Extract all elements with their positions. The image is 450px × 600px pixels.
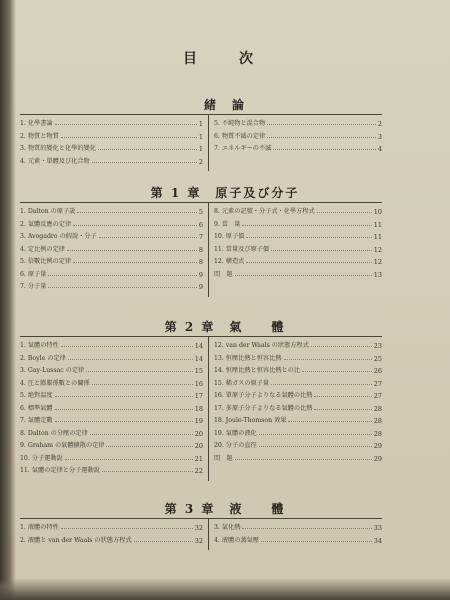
entry-page-number: 20 [194, 442, 203, 450]
toc-entry [214, 353, 382, 366]
toc-entry [20, 453, 203, 466]
toc-entry [20, 353, 203, 366]
toc-entry [20, 118, 203, 131]
toc-entry [214, 440, 382, 453]
entry-title: 17. 多原子分子よりなる氣體の比熱 [214, 404, 313, 412]
entry-title: 4. 定比例の定律 [20, 245, 65, 253]
entry-page-number: 32 [194, 536, 203, 545]
leader-dots [61, 346, 193, 347]
toc-entry [214, 256, 382, 269]
entry-page-number: 26 [373, 367, 382, 375]
entry-page-number: 8 [198, 258, 203, 266]
leader-dots [235, 459, 372, 460]
toc-entry [20, 281, 203, 294]
toc-entry [20, 143, 203, 156]
entry-page-number: 21 [194, 454, 203, 463]
toc-entry [214, 535, 382, 548]
entry-page-number: 7 [198, 233, 203, 241]
entry-title: 5. 倍數比例の定律 [20, 258, 72, 265]
entry-title: 6. 物質不滅の定律 [214, 132, 266, 140]
toc-entry [20, 206, 203, 219]
entry-page-number: 22 [194, 467, 203, 475]
entry-page-number: 9 [198, 283, 203, 291]
entry-title: 14. 恒壓比熱と恒容比熱との比 [214, 367, 301, 374]
leader-dots [65, 459, 193, 460]
entry-page-number: 33 [373, 524, 382, 532]
toc-entry [214, 453, 382, 466]
chapter-heading: 第 2 章 氣 體 [164, 320, 286, 334]
toc-entry [20, 415, 203, 428]
leader-dots [102, 471, 193, 472]
leader-dots [61, 528, 193, 529]
leader-dots [235, 275, 372, 276]
entry-page-number: 28 [373, 417, 382, 425]
entry-title: 5. 絶對温度 [20, 392, 53, 399]
left-column [20, 206, 203, 294]
section-rule [20, 518, 382, 519]
leader-dots [273, 149, 376, 150]
entry-title: 8. Dalton の分壓の定律 [20, 429, 88, 437]
entry-page-number: 32 [194, 524, 203, 532]
toc-entry [214, 143, 382, 156]
toc-entry [20, 231, 203, 244]
entry-title: 12. van der Waals の狀態方程式 [214, 342, 309, 349]
leader-dots [134, 541, 193, 542]
leader-dots [55, 396, 193, 397]
leader-dots [90, 434, 193, 435]
leader-dots [271, 384, 372, 385]
entry-page-number: 10 [373, 208, 382, 216]
section-rule [20, 336, 382, 337]
entry-page-number: 19 [194, 417, 203, 425]
entry-page-number: 28 [373, 429, 382, 438]
right-column [214, 206, 382, 281]
toc-entry [20, 365, 203, 378]
entry-page-number: 27 [373, 379, 382, 388]
entry-page-number: 34 [373, 536, 382, 545]
toc-entry [214, 231, 382, 244]
leader-dots [92, 384, 193, 385]
chapter-heading: 第 1 章 原子及び分子 [150, 186, 300, 200]
entry-title: 1. 化學書論 [20, 120, 53, 127]
toc-entry [214, 390, 382, 403]
column-divider [208, 115, 209, 171]
entry-title: 15. 稀ガスの原子量 [214, 379, 270, 387]
entry-title: 4. 液體の蒸氣壓 [214, 536, 259, 544]
entry-title: 4. 元素・單體及び化合物 [20, 157, 90, 165]
left-column [20, 522, 203, 547]
entry-page-number: 3 [377, 132, 382, 141]
entry-page-number: 1 [198, 120, 203, 128]
toc-entry [20, 131, 203, 144]
entry-title: 5. 不純物と混合物 [214, 120, 266, 127]
entry-page-number: 20 [194, 429, 203, 438]
leader-dots [242, 225, 372, 226]
section-rule [20, 202, 382, 203]
page-title: 目 次 [183, 51, 267, 67]
leader-dots [77, 212, 197, 213]
entry-title: 3. Avogadro の假說・分子 [20, 233, 97, 240]
entry-title: 6. 原子量 [20, 270, 47, 278]
leader-dots [61, 137, 197, 138]
entry-title: 10. 原子價 [214, 233, 245, 240]
leader-dots [242, 528, 372, 529]
entry-title: 3. 氣化熱 [214, 524, 241, 531]
toc-entry [214, 415, 382, 428]
entry-page-number: 2 [377, 120, 382, 128]
leader-dots [246, 237, 372, 238]
leader-dots [92, 162, 197, 163]
column-divider [208, 519, 209, 550]
toc-entry [214, 428, 382, 441]
leader-dots [86, 371, 193, 372]
leader-dots [288, 421, 372, 422]
toc-entry [214, 219, 382, 232]
toc-entry [214, 340, 382, 353]
entry-page-number: 25 [373, 354, 382, 363]
toc-entry [214, 131, 382, 144]
entry-page-number: 11 [373, 233, 382, 241]
right-column [214, 522, 382, 547]
leader-dots [246, 262, 372, 263]
toc-entry [20, 256, 203, 269]
leader-dots [55, 421, 193, 422]
entry-page-number: 9 [198, 270, 203, 279]
toc-entry [20, 378, 203, 391]
entry-title: 問 題 [214, 270, 233, 278]
leader-dots [259, 434, 372, 435]
toc-entry [214, 206, 382, 219]
entry-title: 19. 氣體の液化 [214, 429, 257, 437]
leader-dots [73, 225, 197, 226]
column-divider [208, 337, 209, 481]
entry-page-number: 29 [373, 454, 382, 463]
entry-title: 16. 單原子分子よりなる氣體の比熱 [214, 392, 313, 399]
leader-dots [106, 446, 193, 447]
entry-page-number: 6 [198, 220, 203, 229]
leader-dots [271, 250, 372, 251]
entry-page-number: 13 [373, 270, 382, 279]
entry-title: 3. 物質的變化と化學的變化 [20, 145, 96, 152]
toc-entry [20, 522, 203, 535]
toc-entry [214, 244, 382, 257]
leader-dots [55, 409, 193, 410]
leader-dots [67, 250, 197, 251]
right-column [214, 340, 382, 465]
entry-page-number: 15 [194, 367, 203, 375]
toc-entry [20, 428, 203, 441]
page-bottom-shadow [0, 578, 450, 600]
page-edge-shadow [0, 0, 16, 600]
toc-entry [20, 340, 203, 353]
toc-entry [214, 522, 382, 535]
entry-page-number: 1 [198, 132, 203, 141]
toc-entry [214, 403, 382, 416]
entry-page-number: 12 [373, 258, 382, 266]
leader-dots [259, 446, 372, 447]
entry-title: 1. 液體の特性 [20, 524, 59, 531]
entry-title: 10. 分子運動說 [20, 454, 63, 462]
entry-title: 2. 物質と物質 [20, 132, 59, 140]
toc-entry [20, 465, 203, 478]
entry-title: 3. Gay-Lussac の定律 [20, 367, 85, 374]
leader-dots [55, 124, 197, 125]
entry-title: 問 題 [214, 454, 233, 462]
entry-page-number: 8 [198, 245, 203, 254]
entry-title: 2. 氣體反應の定律 [20, 220, 72, 228]
toc-entry [20, 244, 203, 257]
entry-page-number: 14 [194, 354, 203, 363]
leader-dots [302, 371, 372, 372]
leader-dots [317, 212, 372, 213]
toc-entry [20, 269, 203, 282]
toc-entry [20, 390, 203, 403]
leader-dots [284, 359, 372, 360]
chapter-heading: 第 3 章 液 體 [164, 502, 286, 516]
leader-dots [267, 137, 376, 138]
entry-page-number: 29 [373, 442, 382, 450]
entry-page-number: 5 [198, 208, 203, 216]
entry-title: 1. 氣體の特性 [20, 342, 59, 349]
entry-title: 2. Boyle の定律 [20, 354, 66, 362]
entry-page-number: 11 [373, 220, 382, 229]
right-column [214, 118, 382, 156]
toc-entry [20, 156, 203, 169]
entry-title: 9. 當 量 [214, 220, 241, 228]
entry-page-number: 16 [194, 379, 203, 388]
toc-entry [20, 403, 203, 416]
entry-page-number: 17 [194, 392, 203, 400]
leader-dots [311, 346, 372, 347]
leader-dots [314, 396, 372, 397]
toc-entry [214, 365, 382, 378]
entry-title: 7. 分子量 [20, 283, 47, 290]
entry-page-number: 12 [373, 245, 382, 254]
leader-dots [99, 237, 197, 238]
toc-entry [20, 219, 203, 232]
entry-title: 9. Graham の氣體擴散の定律 [20, 442, 105, 449]
leader-dots [48, 275, 197, 276]
column-divider [208, 203, 209, 297]
entry-title: 13. 恒壓比熱と恒容比熱 [214, 354, 282, 362]
toc-entry [20, 535, 203, 548]
toc-entry [214, 269, 382, 282]
entry-title: 8. 元素の記號・分子式・化學方程式 [214, 208, 315, 215]
entry-title: 12. 構造式 [214, 258, 245, 265]
entry-page-number: 28 [373, 404, 382, 413]
section-rule [20, 114, 382, 115]
toc-entry [214, 118, 382, 131]
left-column [20, 118, 203, 168]
left-column [20, 340, 203, 478]
entry-page-number: 1 [198, 145, 203, 153]
entry-page-number: 14 [194, 342, 203, 350]
entry-title: 1. Dalton の原子説 [20, 208, 76, 215]
leader-dots [48, 287, 197, 288]
leader-dots [261, 541, 372, 542]
entry-page-number: 18 [194, 404, 203, 413]
entry-title: 7. エネルギーの不滅 [214, 145, 272, 152]
leader-dots [73, 262, 197, 263]
toc-entry [214, 378, 382, 391]
entry-title: 2. 液體と van der Waals の狀態方程式 [20, 536, 132, 544]
entry-page-number: 4 [377, 145, 382, 153]
leader-dots [68, 359, 193, 360]
entry-title: 20. 分子の直徑 [214, 442, 257, 449]
entry-page-number: 23 [373, 342, 382, 350]
entry-page-number: 27 [373, 392, 382, 400]
entry-title: 18. Joule-Thomson 效果 [214, 417, 287, 424]
chapter-heading: 緒 論 [203, 98, 246, 112]
entry-title: 4. 圧と膨脹係數との關係 [20, 379, 90, 387]
entry-title: 6. 標準氣體 [20, 404, 53, 412]
entry-title: 11. 當量及び原子價 [214, 245, 270, 253]
entry-page-number: 2 [198, 157, 203, 166]
leader-dots [314, 409, 372, 410]
entry-title: 11. 氣體の定律と分子運動說 [20, 467, 100, 474]
entry-title: 7. 氣體定數 [20, 417, 53, 424]
leader-dots [98, 149, 197, 150]
toc-entry [20, 440, 203, 453]
leader-dots [267, 124, 376, 125]
